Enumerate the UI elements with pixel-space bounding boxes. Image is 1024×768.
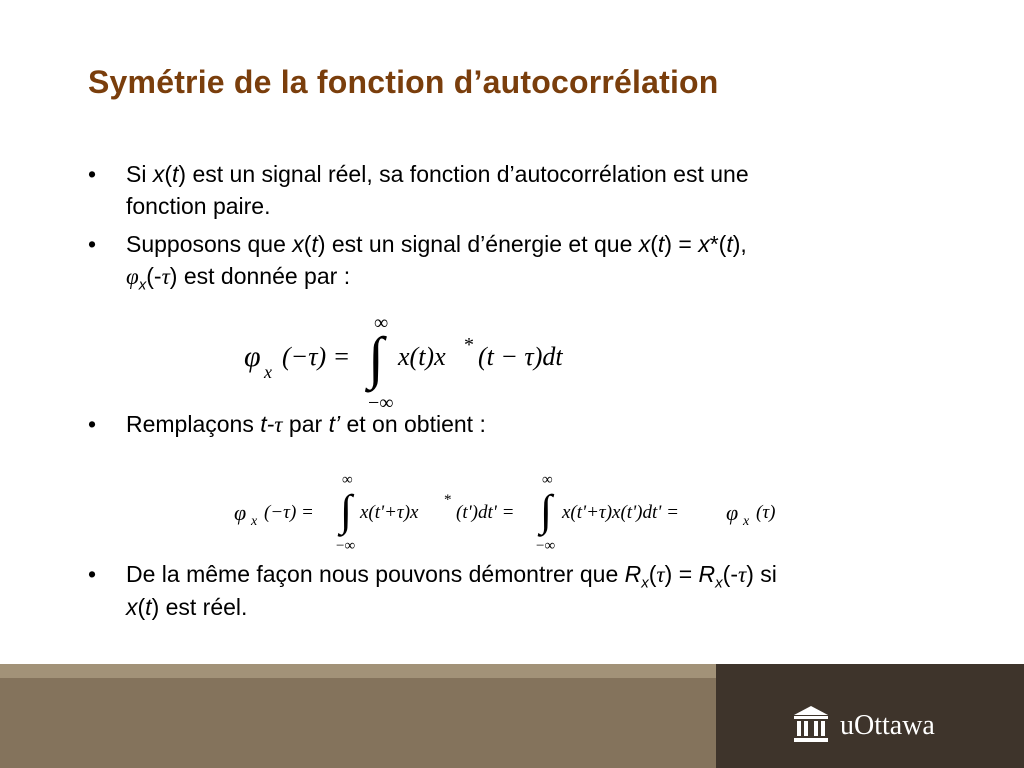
text: ) est un signal d’énergie et que [317,231,639,257]
text: ), [732,231,747,257]
subscript-x: x [715,574,723,592]
tau-symbol: τ [274,412,283,437]
var-t: t [726,231,733,257]
tau-symbol: τ [737,562,747,587]
integrand-rest: (t − τ)dt [478,342,563,371]
subscript-x: x [138,276,147,294]
text: par [282,411,329,437]
upper-limit: ∞ [342,472,353,488]
text: *( [709,231,727,257]
phi-symbol: φ [244,340,261,373]
bullet-3-line-1 [126,408,486,441]
paren: (- [722,561,738,587]
bullet-marker: • [88,161,97,187]
bullet-1-line-2: fonction paire. [126,193,271,219]
text: Supposons que [126,231,293,257]
bullet-2-line-2 [126,260,747,293]
var-R: R [698,561,716,587]
tau-symbol: τ [656,562,665,587]
integral-sign: ∫ [540,486,553,535]
var-x: x [126,594,138,620]
var-x: x [152,161,165,187]
bullet-1-line-1 [126,158,749,190]
var-t: t [657,231,665,257]
conjugate-star: * [464,334,474,356]
text: ) si [746,561,777,587]
building-icon [792,704,830,744]
bullet-4-line-2 [126,591,777,623]
integral-sign: ∫ [368,325,384,390]
equation-2 [230,472,800,562]
integral-sign: ∫ [340,486,353,535]
paren: ( [650,231,658,257]
text: ) est donnée par : [169,263,351,289]
lhs-argument: (−τ) = [282,342,351,371]
var-t: t [145,594,152,620]
phi-symbol: φ [126,264,139,289]
var-x: x [698,231,710,257]
bullet-marker: • [88,231,97,257]
var-x: x [638,231,651,257]
subscript-x: x [743,514,750,529]
text: Remplaçons [126,411,261,437]
paren: ( [164,161,173,187]
upper-limit: ∞ [542,472,553,488]
var-R: R [624,561,642,587]
text: ) est réel. [151,594,248,620]
text: De la même façon nous pouvons démontrer que [126,561,625,587]
tau-symbol: τ [161,264,170,289]
text: ) = [664,231,699,257]
subscript-x: x [641,574,649,592]
integrand: x(t'+τ)x [360,502,419,523]
paren: ( [137,594,146,620]
var-t-prime: t’ [328,411,341,437]
footer-band [0,678,716,768]
subscript-x: x [251,514,258,529]
integrand: x(t)x [398,342,446,371]
lhs-argument: (−τ) = [264,502,314,523]
logo-text: uOttawa [840,710,935,741]
rhs-argument: (τ) [756,502,776,523]
phi-symbol: φ [234,500,247,525]
slide-title: Symétrie de la fonction d’autocorrélation [88,64,719,100]
text: (- [146,263,162,289]
var-x: x [292,231,304,257]
bullet-marker: • [88,411,97,437]
bullet-marker: • [88,561,97,587]
subscript-x: x [264,362,272,382]
integrand-rest: (t')dt' = [456,502,515,523]
text: et on obtient : [340,411,486,437]
paren: ( [303,231,312,257]
var-t: t- [260,411,275,437]
lower-limit: −∞ [368,392,394,414]
phi-symbol: φ [726,500,739,525]
text: ) = [664,561,699,587]
lower-limit: −∞ [536,538,556,554]
var-t: t [172,161,179,187]
text: Si [126,161,153,187]
conjugate-star: * [444,492,452,508]
text: ) est un signal réel, sa fonction d’autocorrélation est une [178,161,749,187]
var-t: t [311,231,318,257]
upper-limit: ∞ [374,312,389,334]
equation-1 [230,312,630,412]
integrand: x(t'+τ)x(t')dt' = [562,502,679,523]
lower-limit: −∞ [336,538,356,554]
bullet-2-line-1 [126,228,747,260]
bullet-4-line-1 [126,558,777,591]
paren: ( [648,561,657,587]
